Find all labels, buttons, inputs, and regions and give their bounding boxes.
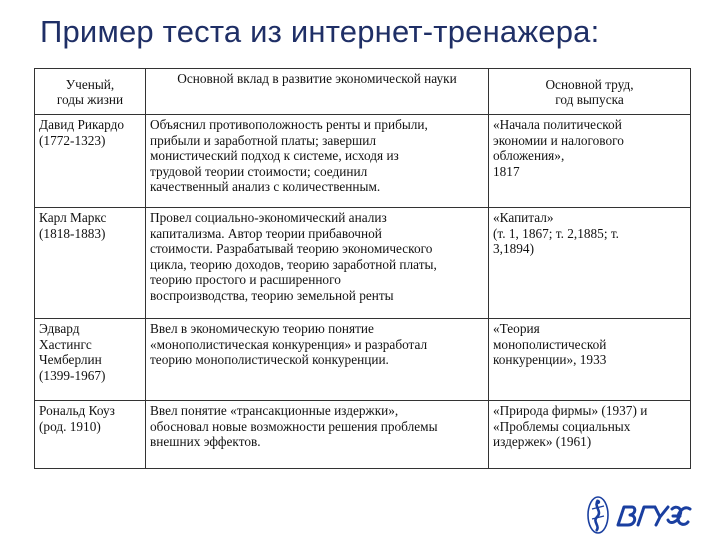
cell-work: «Капитал» (т. 1, 1867; т. 2,1885; т. 3,1894) (489, 208, 691, 319)
cell-scientist: Рональд Коуз (род. 1910) (35, 401, 146, 469)
cell-scientist: Карл Маркс (1818-1883) (35, 208, 146, 319)
table-row (35, 401, 691, 469)
university-logo (584, 495, 694, 535)
table-row (35, 319, 691, 401)
header-scientist: Ученый, годы жизни (35, 69, 146, 115)
cell-scientist: Эдвард Хастингс Чемберлин (1399-1967) (35, 319, 146, 401)
cell-contribution: Ввел понятие «трансакционные издержки», обосновал новые возможности решения проблемы внешних эффектов. (146, 401, 489, 469)
page-title: Пример теста из интернет-тренажера: (40, 14, 600, 49)
header-work: Основной труд, год выпуска (489, 69, 691, 115)
economists-table (34, 68, 691, 469)
emblem-icon (588, 497, 608, 533)
cell-contribution: Провел социально-экономический анализ капитализма. Автор теории прибавочной стоимости. Разрабатывай теорию экономического цикла, теорию доходов, теорию заработной платы, теорию простого и расширенного воспроизводства, теорию земельной ренты (146, 208, 489, 319)
cell-work: «Начала политической экономии и налогового обложения», 1817 (489, 115, 691, 208)
table-header-row (35, 69, 691, 115)
table-row (35, 115, 691, 208)
table-row (35, 208, 691, 319)
cell-work: «Природа фирмы» (1937) и «Проблемы социальных издержек» (1961) (489, 401, 691, 469)
header-contribution: Основной вклад в развитие экономической науки (146, 69, 489, 115)
cell-contribution: Ввел в экономическую теорию понятие «монополистическая конкуренция» и разработал теорию монополистической конкуренции. (146, 319, 489, 401)
cell-contribution: Объяснил противоположность ренты и прибыли, прибыли и заработной платы; завершил монистический подход к системе, исходя из трудовой теории стоимости; соединил качественный анализ с количественным. (146, 115, 489, 208)
logo-lettering (618, 507, 690, 525)
cell-work: «Теория монополистической конкуренции», 1933 (489, 319, 691, 401)
cell-scientist: Давид Рикардо (1772-1323) (35, 115, 146, 208)
